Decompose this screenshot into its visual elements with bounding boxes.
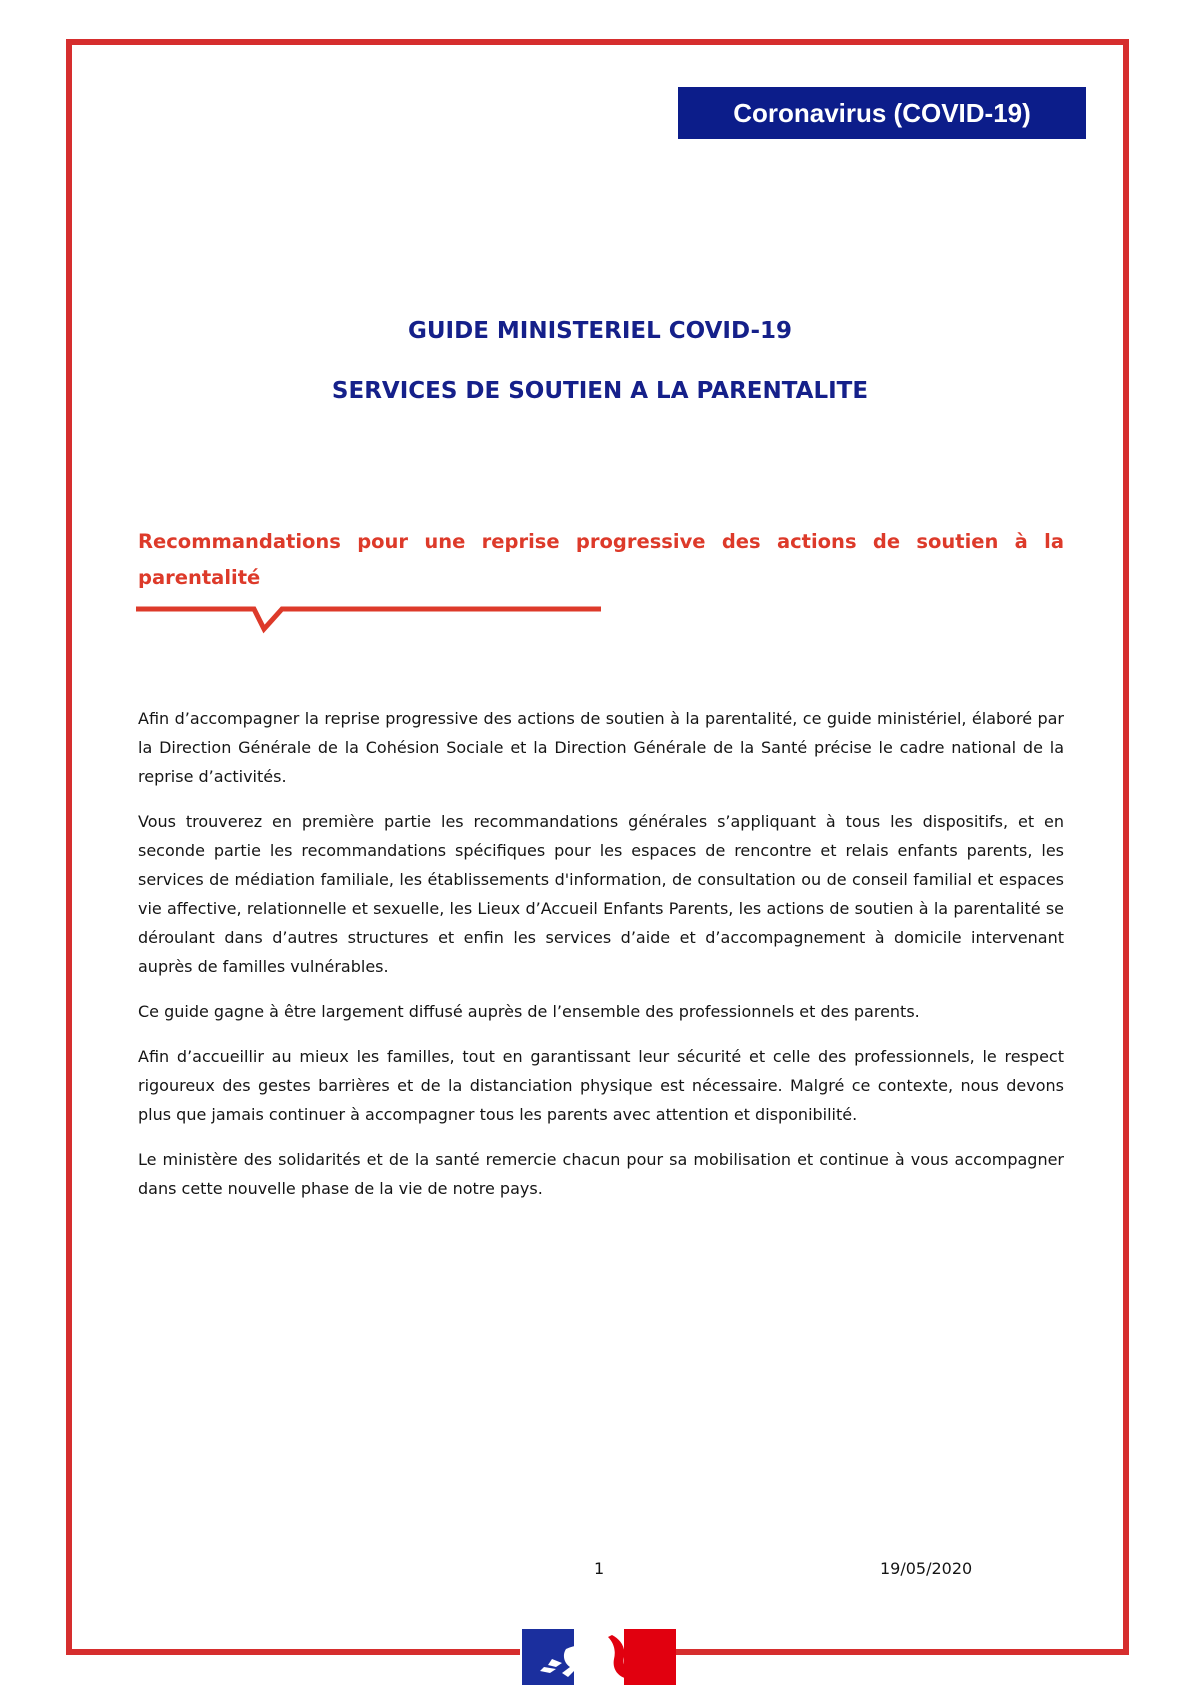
paragraph: Vous trouverez en première partie les recommandations générales s’appliquant à tous les dispositifs, et en seconde partie les recommandations spécifiques pour les espaces de rencontre et relais enfants parents, les services de médiation familiale, les établissements d'information, de consultation ou de conseil familial et espaces vie affective, relationnelle et sexuelle, les Lieux d’Accueil Enfants Parents, les actions de soutien à la parentalité se déroulant dans d’autres structures et enfin les services d’aide et d’accompagnement à domicile intervenant auprès de familles vulnérables. [138,812,1064,976]
paragraph: Ce guide gagne à être largement diffusé auprès de l’ensemble des professionnels et des parents. [138,1002,920,1021]
page-subtitle-services: SERVICES DE SOUTIEN A LA PARENTALITE [331,378,869,404]
page-date: 19/05/2020 [880,1559,973,1578]
paragraph: Le ministère des solidarités et de la santé remercie chacun pour sa mobilisation et continue à vous accompagner dans cette nouvelle phase de la vie de notre pays. [138,1150,1064,1198]
body-text [138,704,1064,1219]
marianne-logo-icon [522,1629,676,1685]
page-number: 1 [594,1559,605,1578]
covid-badge: Coronavirus (COVID-19) [678,87,1086,139]
page-title: GUIDE MINISTERIEL COVID-19 [407,318,793,344]
section-heading: Recommandations pour une reprise progressive des actions de soutien à la parentalité [138,530,1064,589]
heading-underline-icon [136,605,602,635]
paragraph: Afin d’accompagner la reprise progressive des actions de soutien à la parentalité, ce guide ministériel, élaboré par la Direction Générale de la Cohésion Sociale et la Direction Générale de la Santé précise le cadre national de la reprise d’activités. [138,709,1064,786]
paragraph: Afin d’accueillir au mieux les familles, tout en garantissant leur sécurité et celle des professionnels, le respect rigoureux des gestes barrières et de la distanciation physique est nécessaire. Malgré ce contexte, nous devons plus que jamais continuer à accompagner tous les parents avec attention et disponibilité. [138,1047,1064,1124]
